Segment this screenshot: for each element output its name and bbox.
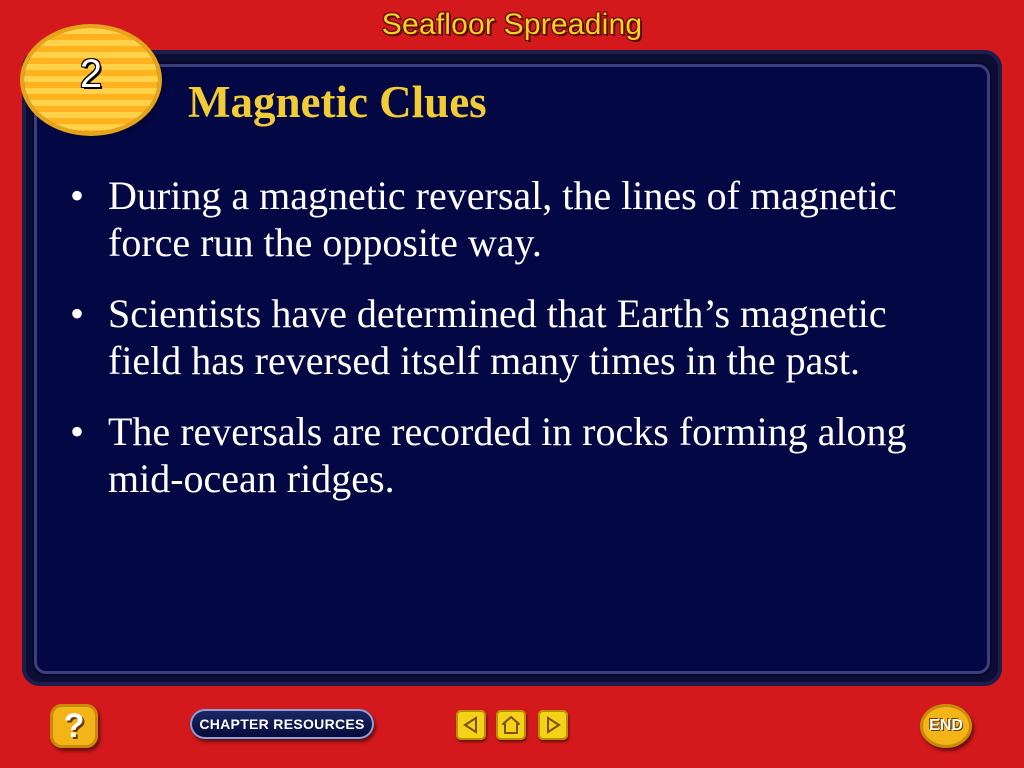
next-button[interactable] (538, 710, 568, 740)
section-number: 2 (79, 52, 103, 96)
help-button[interactable] (50, 704, 98, 748)
triangle-left-icon (462, 716, 480, 734)
previous-button[interactable] (456, 710, 486, 740)
home-icon (501, 715, 521, 735)
bullet-item (70, 290, 950, 384)
home-button[interactable] (496, 710, 526, 740)
bullet-marker: • (70, 291, 85, 336)
bullet-list (70, 172, 950, 526)
end-button[interactable] (920, 704, 972, 748)
section-title: Seafloor Spreading (381, 8, 643, 41)
bullet-text: The reversals are recorded in rocks forming along mid-ocean ridges. (108, 409, 907, 501)
chapter-resources-button[interactable]: CHAPTER RESOURCES (190, 709, 374, 739)
bullet-text: During a magnetic reversal, the lines of magnetic force run the opposite way. (108, 173, 897, 265)
bullet-marker: • (70, 409, 85, 454)
bullet-item (70, 408, 950, 502)
triangle-right-icon (544, 716, 562, 734)
end-label: END (929, 717, 963, 734)
slide-heading: Magnetic Clues (188, 77, 487, 127)
bullet-text: Scientists have determined that Earth’s magnetic field has reversed itself many times in the past. (108, 291, 887, 383)
question-mark-icon: ? (63, 706, 85, 745)
bullet-marker: • (70, 173, 85, 218)
bullet-item (70, 172, 950, 266)
